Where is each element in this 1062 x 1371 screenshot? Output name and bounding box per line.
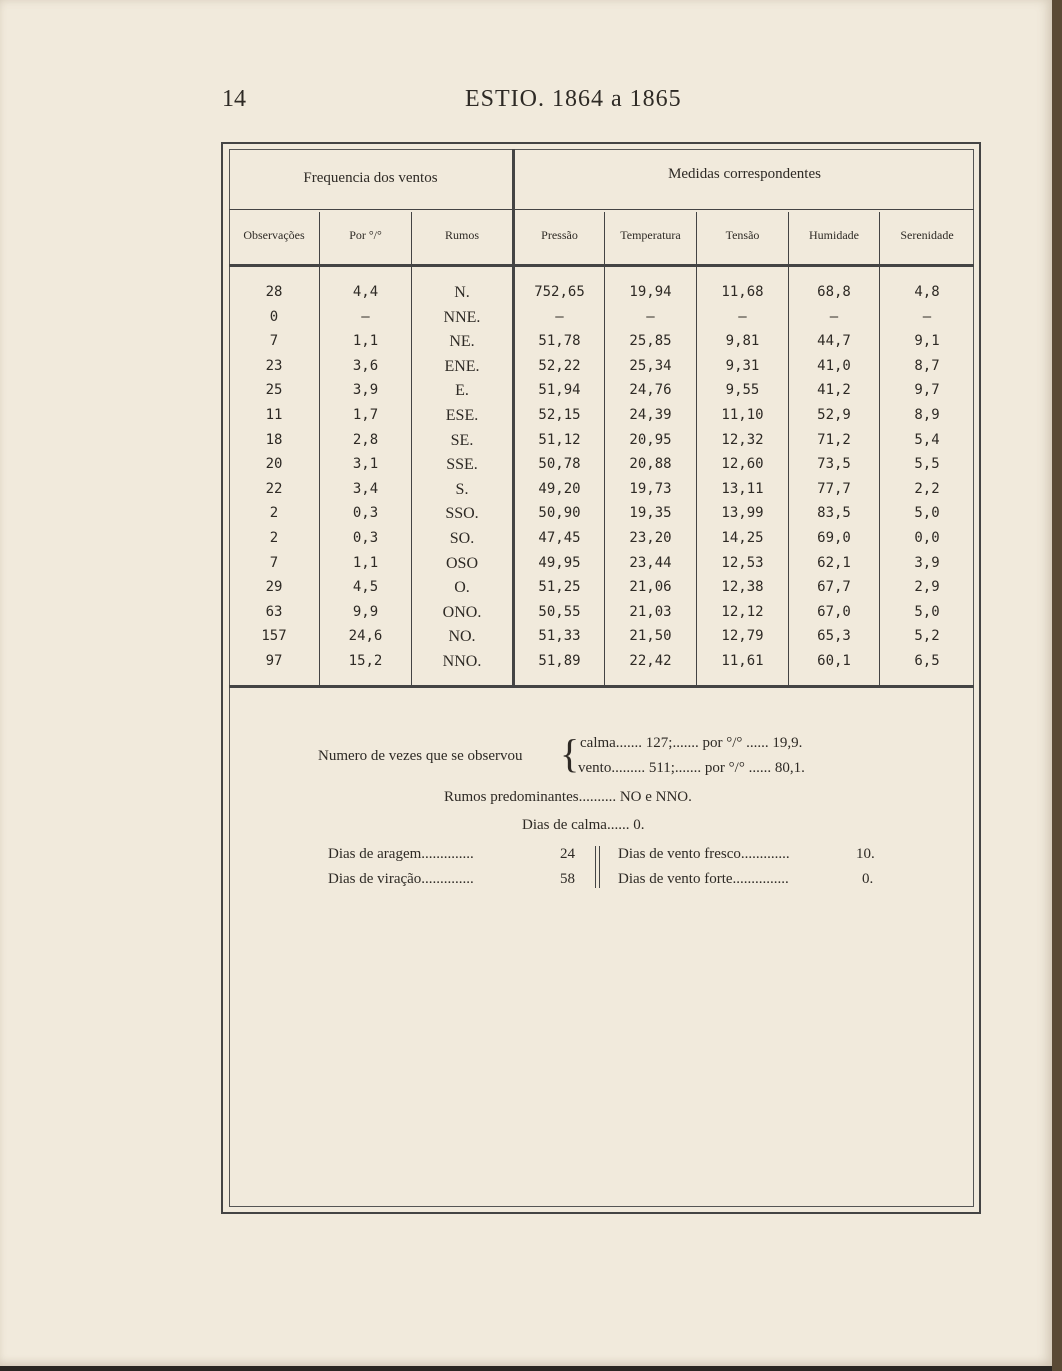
calma-line: calma....... 127;....... por °/° ...... 19,9. [580,735,803,751]
cell-rumo: NO. [448,628,476,646]
cell-observacoes: 0 [269,308,279,325]
cell-por-cento: 24,6 [348,628,383,645]
cell-humidade: 67,7 [817,579,851,596]
column-header: Humidade [809,228,859,242]
cell-serenidade: 5,0 [914,603,940,620]
cell-temperatura: 19,73 [629,480,672,497]
cell-por-cento: 3,1 [352,456,379,473]
cell-temperatura: — [646,308,655,325]
cell-pressao: 47,45 [538,530,581,546]
brace-symbol: { [560,731,580,776]
cell-rumo: S. [455,480,469,498]
cell-por-cento: 2,8 [352,431,379,448]
cell-tensao: 11,68 [721,284,764,300]
cell-humidade: 83,5 [817,505,851,522]
cell-temperatura: 21,03 [629,603,672,620]
cell-serenidade: 9,7 [914,382,940,399]
cell-pressao: — [555,308,564,325]
cell-serenidade: 2,2 [914,480,940,497]
cell-por-cento: 9,9 [352,603,379,620]
cell-tensao: 12,32 [721,431,764,448]
cell-pressao: 52,22 [538,357,581,374]
cell-humidade: 44,7 [817,333,851,350]
cell-serenidade: 4,8 [914,284,940,300]
cell-observacoes: 63 [265,603,283,620]
cell-observacoes: 20 [265,456,283,473]
cell-serenidade: 6,5 [914,653,940,669]
cell-temperatura: 20,95 [629,431,672,448]
vento-line: vento......... 511;....... por °/° ...... 80,1. [578,760,805,776]
cell-observacoes: 23 [265,357,283,374]
cell-tensao: — [738,308,747,325]
rumos-predominantes: Rumos predominantes.......... NO e NNO. [444,789,692,805]
column-header: Tensão [725,228,760,242]
cell-tensao: 9,31 [725,357,760,374]
cell-pressao: 49,95 [538,554,581,571]
cell-por-cento: 0,3 [352,505,379,522]
cell-observacoes: 7 [269,554,279,571]
cell-temperatura: 23,20 [629,530,672,546]
cell-rumo: SSO. [445,505,479,523]
column-header: Por °/° [349,228,382,242]
cell-por-cento: 3,6 [352,357,379,374]
cell-humidade: 60,1 [817,653,851,669]
cell-tensao: 13,11 [721,480,764,497]
cell-temperatura: 21,06 [629,579,672,596]
cell-pressao: 51,94 [538,382,581,399]
cell-humidade: 65,3 [817,628,851,645]
cell-por-cento: — [361,308,370,325]
cell-humidade: 41,0 [817,357,851,374]
dias-viracao-value: 58 [560,871,575,887]
cell-por-cento: 0,3 [352,530,379,546]
cell-pressao: 49,20 [538,480,581,497]
cell-tensao: 12,60 [721,456,764,473]
cell-por-cento: 1,7 [352,407,379,423]
dias-viracao-label: Dias de viração.............. [328,871,474,887]
cell-tensao: 11,61 [721,653,764,669]
cell-humidade: 73,5 [817,456,851,473]
cell-rumo: ONO. [442,603,482,621]
cell-observacoes: 11 [265,407,283,423]
cell-pressao: 752,65 [534,284,585,300]
cell-humidade: 52,9 [817,407,851,423]
cell-rumo: SO. [449,530,475,547]
page-title: ESTIO. 1864 a 1865 [465,86,682,112]
cell-temperatura: 19,35 [629,505,672,522]
cell-rumo: N. [454,284,470,301]
cell-serenidade: 2,9 [914,579,940,596]
cell-tensao: 12,53 [721,554,764,571]
cell-rumo: NNE. [443,308,481,326]
cell-serenidade: 9,1 [914,333,940,350]
page-number: 14 [222,86,246,112]
cell-observacoes: 29 [265,579,283,596]
cell-observacoes: 22 [265,480,283,497]
observed-label: Numero de vezes que se observou [318,748,523,764]
cell-observacoes: 25 [265,382,283,399]
column-header: Serenidade [900,228,954,242]
cell-pressao: 51,25 [538,579,581,596]
cell-serenidade: 5,4 [914,431,940,448]
cell-temperatura: 19,94 [629,284,672,300]
cell-rumo: O. [454,579,470,597]
cell-humidade: 68,8 [817,284,851,300]
cell-observacoes: 28 [265,284,283,300]
dias-fresco-label: Dias de vento fresco............. [618,846,790,862]
cell-tensao: 11,10 [721,407,764,423]
cell-humidade: 69,0 [817,530,851,546]
summary-divider-2 [599,846,600,888]
cell-observacoes: 157 [261,628,287,645]
cell-temperatura: 24,76 [629,382,672,399]
cell-por-cento: 3,4 [352,480,379,497]
dias-aragem-label: Dias de aragem.............. [328,846,474,862]
column-header: Temperatura [620,228,681,242]
cell-rumo: NE. [449,333,475,351]
cell-serenidade: 0,0 [914,530,940,546]
rule-column-header [229,264,974,267]
cell-observacoes: 7 [269,333,279,350]
cell-rumo: OSO [445,554,478,572]
column-header: Observações [243,228,305,242]
cell-por-cento: 1,1 [352,333,379,350]
cell-tensao: 12,12 [721,603,764,620]
dias-forte-label: Dias de vento forte............... [618,871,789,887]
cell-rumo: ESE. [445,407,479,424]
dias-fresco-value: 10. [856,846,875,862]
cell-observacoes: 2 [269,505,279,522]
rule-group-header [229,209,974,210]
cell-temperatura: 25,85 [629,333,672,350]
cell-observacoes: 18 [265,431,283,448]
cell-humidade: 62,1 [817,554,851,571]
cell-pressao: 51,89 [538,653,581,669]
cell-humidade: 77,7 [817,480,851,497]
cell-serenidade: 8,9 [914,407,940,423]
cell-serenidade: 5,2 [914,628,940,645]
cell-temperatura: 23,44 [629,554,672,571]
column-header: Pressão [541,228,578,242]
cell-pressao: 51,78 [538,333,581,350]
cell-pressao: 52,15 [538,407,581,423]
cell-temperatura: 24,39 [629,407,672,423]
cell-humidade: 67,0 [817,603,851,620]
cell-temperatura: 22,42 [629,653,672,669]
rule-table-bottom [229,685,974,688]
cell-pressao: 50,55 [538,603,581,620]
cell-rumo: E. [455,382,469,400]
cell-serenidade: 5,5 [914,456,940,473]
cell-pressao: 51,12 [538,431,581,448]
dias-calma: Dias de calma...... 0. [522,817,645,833]
cell-tensao: 12,38 [721,579,764,596]
column-header: Rumos [444,228,479,242]
cell-serenidade: 8,7 [914,357,940,374]
cell-temperatura: 20,88 [629,456,672,473]
cell-serenidade: 3,9 [914,554,940,571]
cell-rumo: SSE. [446,456,478,474]
cell-temperatura: 21,50 [629,628,672,645]
cell-pressao: 50,78 [538,456,581,473]
dias-forte-value: 0. [862,871,874,887]
cell-observacoes: 2 [269,530,279,546]
cell-tensao: 14,25 [721,530,764,546]
cell-por-cento: 4,5 [352,579,379,596]
cell-rumo: SE. [450,431,474,449]
cell-por-cento: 1,1 [352,554,379,571]
cell-por-cento: 3,9 [352,382,379,399]
cell-humidade: — [829,308,839,325]
cell-humidade: 71,2 [817,431,851,448]
cell-por-cento: 4,4 [352,284,379,300]
cell-rumo: ENE. [444,357,480,375]
cell-serenidade: 5,0 [914,505,940,522]
group-header-medidas: Medidas correspondentes [668,166,821,182]
group-header-frequencia: Frequencia dos ventos [303,170,438,186]
cell-tensao: 12,79 [721,628,764,645]
cell-pressao: 51,33 [538,628,581,645]
page-edge [1052,0,1062,1371]
cell-por-cento: 15,2 [348,653,383,669]
cell-serenidade: — [922,308,932,325]
cell-rumo: NNO. [442,653,482,670]
cell-temperatura: 25,34 [629,357,672,374]
cell-humidade: 41,2 [817,382,851,399]
cell-tensao: 9,55 [725,382,760,399]
cell-tensao: 13,99 [721,505,764,522]
dias-aragem-value: 24 [560,846,575,862]
cell-pressao: 50,90 [538,505,581,522]
cell-tensao: 9,81 [725,333,760,350]
summary-divider-1 [595,846,596,888]
cell-observacoes: 97 [265,653,283,669]
